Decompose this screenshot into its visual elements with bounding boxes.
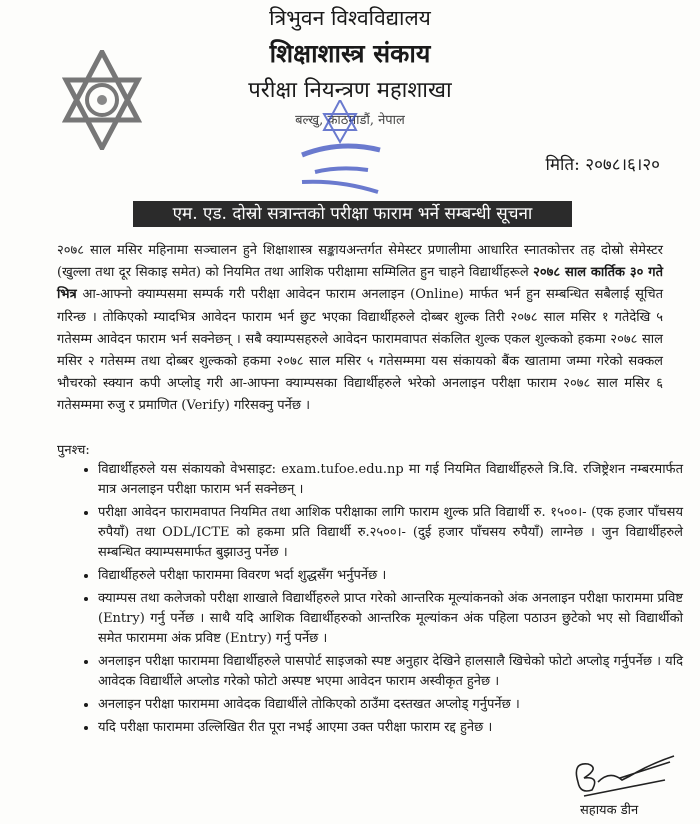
postscript-list — [80, 460, 683, 741]
official-stamp-icon — [290, 100, 390, 215]
faculty-name: शिक्षाशास्त्र संकाय — [269, 39, 431, 68]
notice-date: मिति: २०७८।६।२० — [545, 155, 660, 175]
body-text: २०७८ साल मसिर महिनामा सञ्चालन हुने शिक्षाशास्त्र सङ्कायअन्तर्गत सेमेस्टर प्रणालीमा आधारित स्नातकोत्तर तह दोस्रो सेमेस्टर (खुल्ला तथा दूर सिकाइ समेत) को नियमित तथा आशिक परीक्षामा सम्मिलित हुन चाहने विद्यार्थीहरूले — [57, 243, 663, 281]
list-item: • परीक्षा आवेदन फारामवापत नियमित तथा आशिक परीक्षाका लागि फाराम शुल्क प्रति विद्यार्थी रु. १५००।- (एक हजार पाँचसय रुपैयाँ) तथा ODL/ICTE को हकमा प्रति विद्यार्थी रु.२५००।- (दुई हजार पाँचसय रुपैयाँ) लाग्नेछ । जुन विद्यार्थीहरुले सम्बन्धित क्याम्पसमार्फत बुझाउनु पर्नेछ । — [98, 503, 683, 563]
notice-body — [57, 240, 663, 418]
division-name: परीक्षा नियन्त्रण महाशाखा — [248, 78, 452, 103]
signatory-title: सहायक डीन — [580, 803, 639, 818]
list-item: • यदि परीक्षा फाराममा उल्लिखित रीत पूरा नभई आएमा उक्त परीक्षा फाराम रद्द हुनेछ । — [98, 718, 683, 738]
list-item: • क्याम्पस तथा कलेजको परीक्षा शाखाले विद्यार्थीहरुले प्राप्त गरेको आन्तरिक मूल्यांकनको अंक अनलाइन परीक्षा फाराममा प्रविष्ट (Entry) गर्नु पर्नेछ । साथै यदि आशिक विद्यार्थीहरुको आन्तरिक मूल्यांकन अंक पहिला पठाउन छुटेको भए सो विद्यार्थीको समेत फाराममा अंक प्रविष्ट (Entry) गर्नु पर्नेछ । — [98, 589, 683, 649]
body-text: आ-आफ्नो क्याम्पसमा सम्पर्क गरी परीक्षा आवेदन फाराम अनलाइन (Online) मार्फत भर्न हुन सम्बन्धित सबैलाई सूचित गरिन्छ । तोकिएको म्यादभित्र आवेदन फाराम भर्न छुट भएका विद्यार्थीहरुले दोब्बर शुल्क तिरी २०७८ साल मसिर १ गतेदेखि ५ गतेसम्म आवेदन फाराम भर्न सक्नेछन् । सबै क्याम्पसहरुले आवेदन फारामवापत संकलित शुल्क एकल शुल्कको हकमा २०७८ साल मसिर २ गतेसम्म तथा दोब्बर शुल्कको हकमा २०७८ साल मसिर ५ गतेसम्ममा यस संकायको बैंक खातामा जम्मा गरेको सक्कल भौचरको स्क्यान कपी अप्लोड् गरी आ-आफ्ना क्याम्पसका विद्यार्थीहरुले भरेको अनलाइन परीक्षा फाराम २०७८ साल मसिर ६ गतेसम्ममा रुजु र प्रमाणित (Verify) गरिसक्नु पर्नेछ । — [57, 287, 663, 414]
notice-title: एम. एड. दोस्रो सत्रान्तको परीक्षा फाराम भर्ने सम्बन्धी सूचना — [133, 201, 572, 227]
list-item: • अनलाइन परीक्षा फाराममा आवेदक विद्यार्थीले तोकिएको ठाउँमा दस्तखत अप्लोड् गर्नुपर्नेछ । — [98, 695, 683, 715]
university-emblem-icon — [62, 50, 142, 150]
list-item: • विद्यार्थीहरुले परीक्षा फाराममा विवरण भर्दा शुद्धसँग भर्नुपर्नेछ । — [98, 566, 683, 586]
list-item: • अनलाइन परीक्षा फाराममा विद्यार्थीहरुले पासपोर्ट साइजको स्पष्ट अनुहार देखिने हालसालै खिचेको फोटो अप्लोड् गर्नुपर्नेछ । यदि आवेदक विद्यार्थीले अप्लोड गरेको फोटो अस्पष्ट भएमा आवेदन फाराम अस्वीकृत हुनेछ । — [98, 652, 683, 692]
university-name: त्रिभुवन विश्वविद्यालय — [269, 6, 431, 30]
signature-icon — [570, 752, 680, 800]
address: बल्खु, काठमाडौं, नेपाल — [295, 113, 405, 128]
list-item: • विद्यार्थीहरुले यस संकायको वेभसाइट: exam.tufoe.edu.np मा गई नियमित विद्यार्थीहरुले त्रि.वि. रजिष्ट्रेशन नम्बरमार्फत मात्र अनलाइन परीक्षा फाराम भर्न सक्नेछन् । — [98, 460, 683, 500]
postscript-label: पुनश्च: — [57, 443, 90, 458]
deadline-text: २०७८ साल कार्तिक ३० गते भित्र — [57, 265, 663, 303]
